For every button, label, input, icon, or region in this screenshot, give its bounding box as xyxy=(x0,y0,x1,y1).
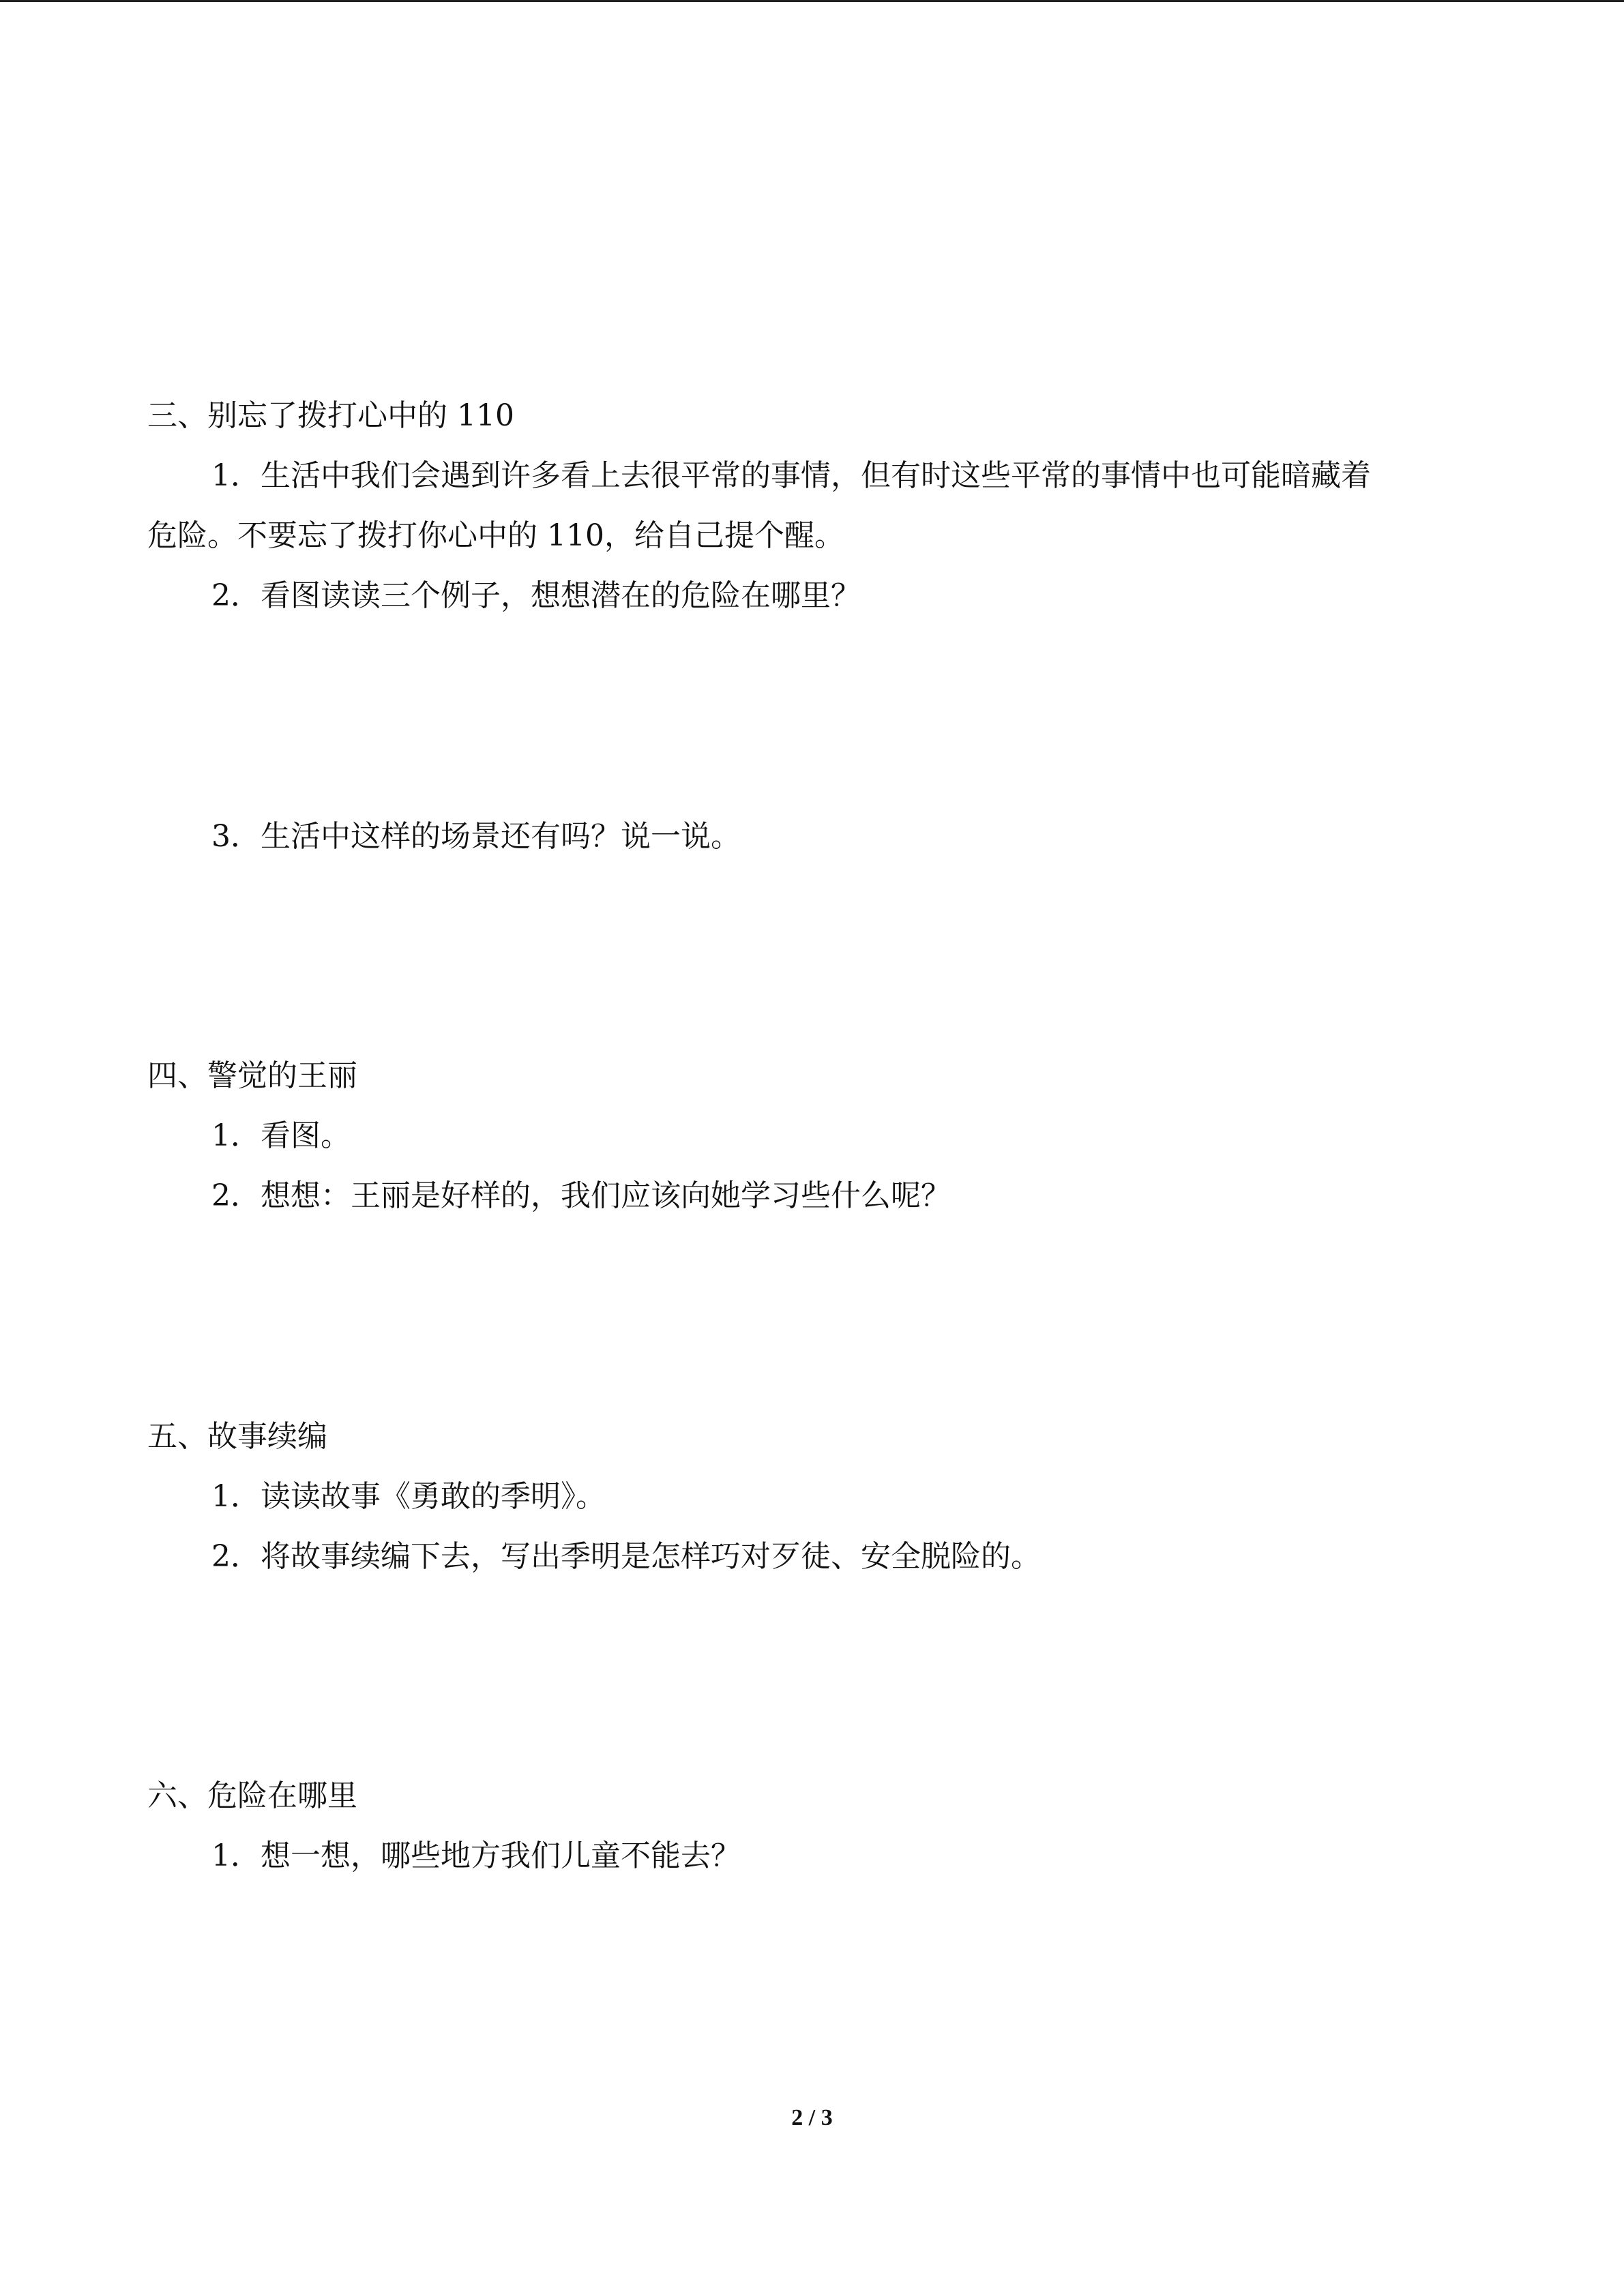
item-4-1: 1．看图。 xyxy=(211,1118,351,1153)
item-3-1-continued: 危险。不要忘了拨打你心中的 110，给自己提个醒。 xyxy=(147,518,844,553)
top-border xyxy=(0,0,1624,2)
section-heading-6: 六、危险在哪里 xyxy=(147,1778,357,1813)
item-3-3: 3．生活中这样的场景还有吗？说一说。 xyxy=(211,819,741,854)
item-3-1: 1．生活中我们会遇到许多看上去很平常的事情，但有时这些平常的事情中也可能暗藏着 xyxy=(211,458,1371,493)
item-4-2: 2．想想：王丽是好样的，我们应该向她学习些什么呢？ xyxy=(211,1178,951,1213)
item-5-1: 1．读读故事《勇敢的季明》。 xyxy=(211,1479,606,1514)
section-heading-5: 五、故事续编 xyxy=(147,1419,327,1454)
item-5-2: 2．将故事续编下去，写出季明是怎样巧对歹徒、安全脱险的。 xyxy=(211,1539,1041,1574)
section-heading-3: 三、别忘了拨打心中的 110 xyxy=(147,398,514,433)
section-heading-4: 四、警觉的王丽 xyxy=(147,1058,357,1093)
item-3-2: 2．看图读读三个例子，想想潜在的危险在哪里？ xyxy=(211,578,861,613)
page-number: 2 / 3 xyxy=(791,2105,833,2130)
item-6-1: 1．想一想，哪些地方我们儿童不能去？ xyxy=(211,1838,741,1873)
